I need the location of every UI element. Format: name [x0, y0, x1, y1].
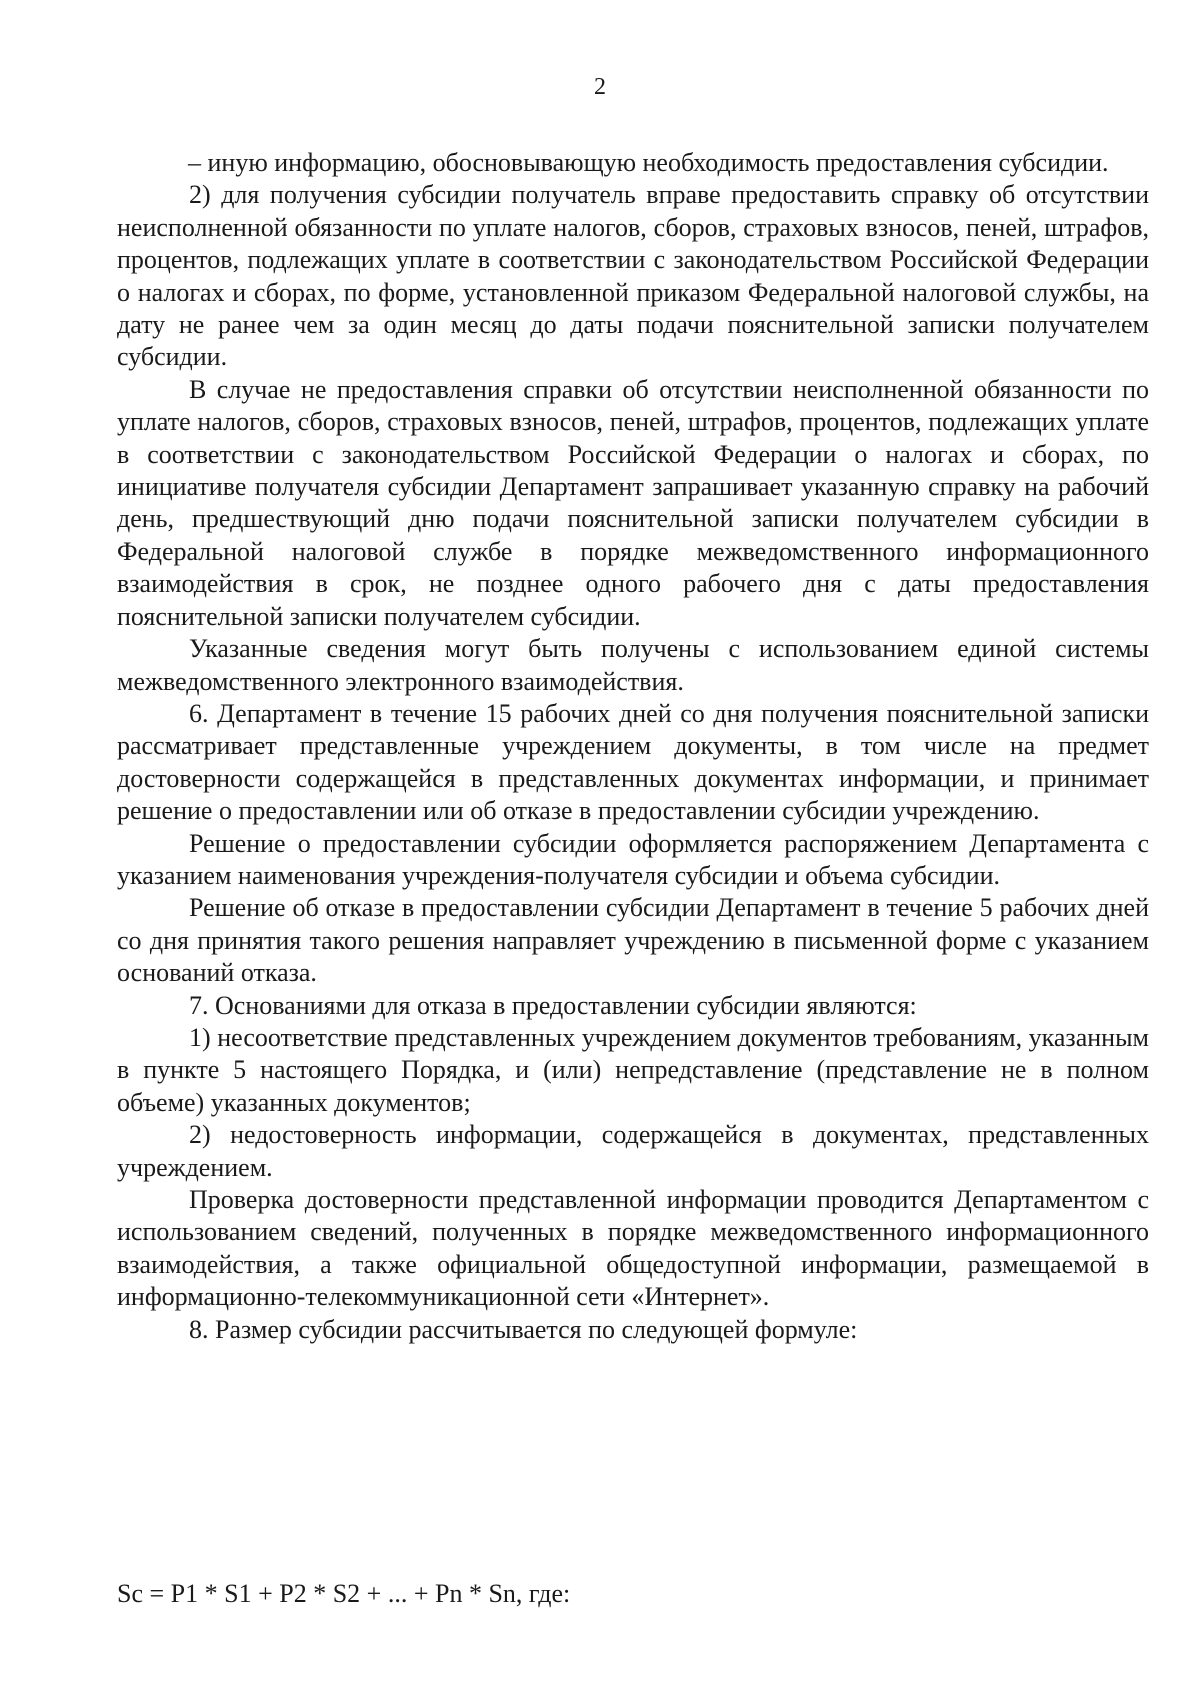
paragraph-tax-certificate: 2) для получения субсидии получатель вправе предоставить справку об отсутствии неисполненной обязанности по уплате налогов, сборов, страховых взносов, пеней, штрафов, процентов, подлежащих уплате в соответствии с законодательством Российской Федерации о налогах и сборах, по форме, установленной приказом Федеральной налоговой службы, на дату не ранее чем за один месяц до даты подачи пояснительной записки получателем субсидии. — [117, 180, 1149, 372]
list-item-other-information: – иную информацию, обосновывающую необходимость предоставления субсидии. — [188, 148, 1109, 177]
paragraph-refusal-ground-1: 1) несоответствие представленных учреждением документов требованиям, указанным в пункте 5 настоящего Порядка, и (или) непредставление (представление не в полном объеме) указанных документов; — [117, 1022, 1149, 1117]
paragraph-clause-7: 7. Основаниями для отказа в предоставлении субсидии являются: — [189, 990, 917, 1020]
document-body — [117, 147, 1149, 1346]
paragraph-decision-grant: Решение о предоставлении субсидии оформляется распоряжением Департамента с указанием наименования учреждения-получателя субсидии и объема субсидии. — [117, 828, 1149, 890]
paragraph-electronic-interaction: Указанные сведения могут быть получены с использованием единой системы межведомственного электронного взаимодействия. — [117, 634, 1149, 696]
subsidy-formula: Sc = P1 * S1 + P2 * S2 + ... + Pn * Sn, где: — [117, 1579, 571, 1608]
paragraph-clause-6: 6. Департамент в течение 15 рабочих дней со дня получения пояснительной записки рассматривает представленные учреждением документы, в том числе на предмет достоверности содержащейся в представленных документах информации, и принимает решение о предоставлении или об отказе в предоставлении субсидии учреждению. — [117, 698, 1149, 826]
paragraph-clause-8: 8. Размер субсидии рассчитывается по следующей формуле: — [189, 1314, 858, 1344]
paragraph-decision-refusal: Решение об отказе в предоставлении субсидии Департамент в течение 5 рабочих дней со дня принятия такого решения направляет учреждению в письменной форме с указанием оснований отказа. — [117, 893, 1149, 988]
paragraph-certificate-request: В случае не предоставления справки об отсутствии неисполненной обязанности по уплате налогов, сборов, страховых взносов, пеней, штрафов, процентов, подлежащих уплате в соответствии с законодательством Российской Федерации о налогах и сборах, по инициативе получателя субсидии Департамент запрашивает указанную справку на рабочий день, предшествующий дню подачи пояснительной записки получателем субсидии в Федеральной налоговой службе в порядке межведомственного информационного взаимодействия в срок, не позднее одного рабочего дня с даты предоставления пояснительной записки получателем субсидии. — [117, 374, 1149, 631]
page-number: 2 — [594, 74, 606, 100]
paragraph-refusal-ground-2: 2) недостоверность информации, содержащейся в документах, представленных учреждением. — [117, 1120, 1149, 1182]
paragraph-verification: Проверка достоверности представленной информации проводится Департаментом с использованием сведений, полученных в порядке межведомственного информационного взаимодействия, а также официальной общедоступной информации, размещаемой в информационно-телекоммуникационной сети «Интернет». — [117, 1185, 1149, 1312]
